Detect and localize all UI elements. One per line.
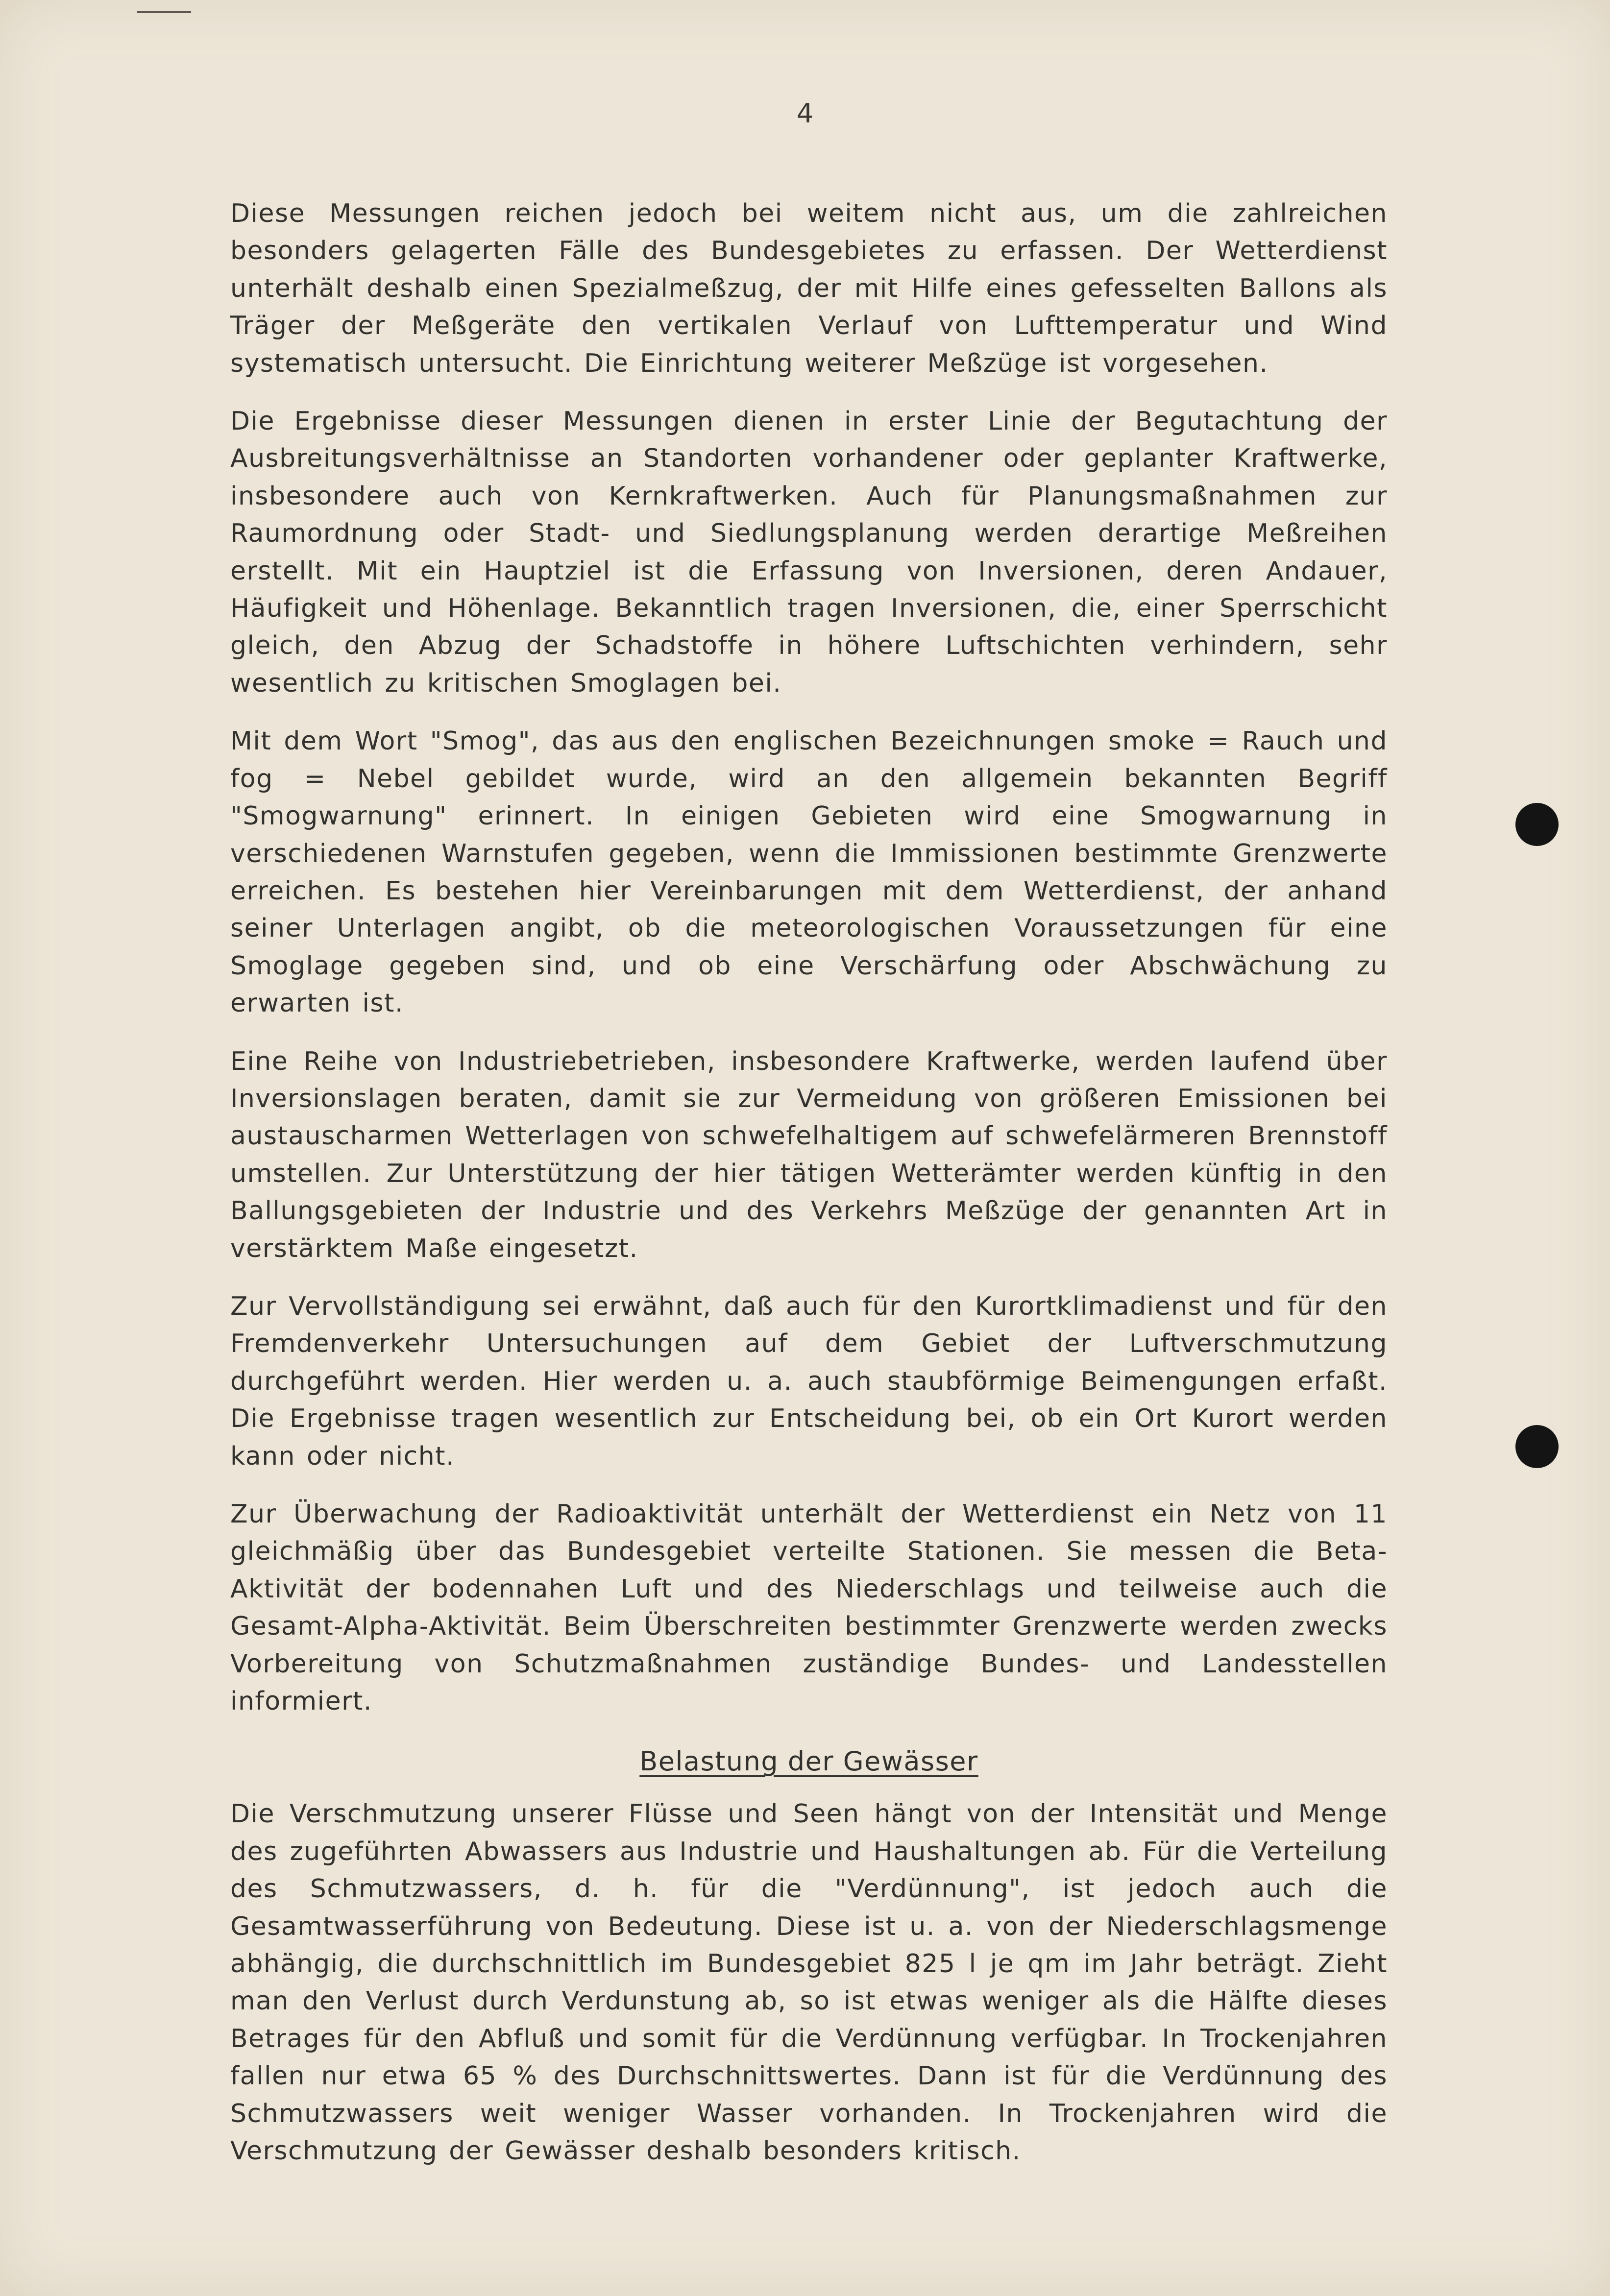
section-heading-text: Belastung der Gewässer: [639, 1746, 978, 1777]
paragraph-radioactivity: Zur Überwachung der Radioaktivität unterhält der Wetterdienst ein Netz von 11 gleichmäßig über das Bundesgebiet verteilte Stationen. Sie messen die Beta-Aktivität der bodennahen Luft und des Niederschlags und teilweise auch die Gesamt-Alpha-Aktivität. Beim Überschreiten bestimmter Grenzwerte werden zwecks Vorbereitung von Schutzmaßnahmen zuständige Bundes- und Landesstellen informiert.: [230, 1499, 1388, 1716]
page-number: 4: [796, 98, 814, 129]
paragraph-measurement-train: Diese Messungen reichen jedoch bei weitem nicht aus, um die zahlreichen besonders gelagerten Fälle des Bundesgebietes zu erfassen. Der Wetterdienst unterhält deshalb einen Spezialmeßzug, der mit Hilfe eines gefesselten Ballons als Träger der Meßgeräte den vertikalen Verlauf von Lufttemperatur und Wind systematisch untersucht. Die Einrichtung weiterer Meßzüge ist vorgesehen.: [230, 199, 1388, 378]
paragraph-inversions: Die Ergebnisse dieser Messungen dienen in erster Linie der Begutachtung der Ausbreitungsverhältnisse an Standorten vorhandener oder geplanter Kraftwerke, insbesondere auch von Kernkraftwerken. Auch für Planungsmaßnahmen zur Raumordnung oder Stadt- und Siedlungsplanung werden derartige Meßreihen erstellt. Mit ein Hauptziel ist die Erfassung von Inversionen, deren Andauer, Häufigkeit und Höhenlage. Bekanntlich tragen Inversionen, die, einer Sperrschicht gleich, den Abzug der Schadstoffe in höhere Luftschichten verhindern, sehr wesentlich zu kritischen Smoglagen bei.: [230, 407, 1388, 698]
paragraph-water-pollution: Die Verschmutzung unserer Flüsse und Seen hängt von der Intensität und Menge des zugeführten Abwassers aus Industrie und Haushaltungen ab. Für die Verteilung des Schmutzwassers, d. h. für die "Verdünnung", ist jedoch auch die Gesamtwasserführung von Bedeutung. Diese ist u. a. von der Niederschlagsmenge abhängig, die durchschnittlich im Bundesgebiet 825 l je qm im Jahr beträgt. Zieht man den Verlust durch Verdunstung ab, so ist etwas weniger als die Hälfte dieses Betrages für den Abfluß und somit für die Verdünnung verfügbar. In Trockenjahren fallen nur etwa 65 % des Durchschnittswertes. Dann ist für die Verdünnung des Schmutzwassers weit weniger Wasser vorhanden. In Trockenjahren wird die Verschmutzung der Gewässer deshalb besonders kritisch.: [230, 1799, 1388, 2166]
punch-hole-lower: [1515, 1425, 1559, 1468]
page-body: [230, 195, 1388, 2170]
top-edge-mark: [137, 11, 191, 13]
paragraph-industry-advice: Eine Reihe von Industriebetrieben, insbesondere Kraftwerke, werden laufend über Inversionslagen beraten, damit sie zur Vermeidung von größeren Emissionen bei austauscharmen Wetterlagen von schwefelhaltigem auf schwefelärmeren Brennstoff umstellen. Zur Unterstützung der hier tätigen Wetterämter werden künftig in den Ballungsgebieten der Industrie und des Verkehrs Meßzüge der genannten Art in verstärktem Maße eingesetzt.: [230, 1046, 1388, 1263]
punch-hole-upper: [1515, 803, 1559, 846]
section-heading: [230, 1744, 1388, 1779]
paragraph-smog-warning: Mit dem Wort "Smog", das aus den englischen Bezeichnungen smoke = Rauch und fog = Nebel gebildet wurde, wird an den allgemein bekannten Begriff "Smogwarnung" erinnert. In einigen Gebieten wird eine Smogwarnung in verschiedenen Warnstufen gegeben, wenn die Immissionen bestimmte Grenzwerte erreichen. Es bestehen hier Vereinbarungen mit dem Wetterdienst, der anhand seiner Unterlagen angibt, ob die meteorologischen Voraussetzungen für eine Smoglage gegeben sind, und ob eine Verschärfung oder Abschwächung zu erwarten ist.: [230, 726, 1388, 1018]
paragraph-spa-climate: Zur Vervollständigung sei erwähnt, daß auch für den Kurortklimadienst und für den Fremdenverkehr Untersuchungen auf dem Gebiet der Luftverschmutzung durchgeführt werden. Hier werden u. a. auch staubförmige Beimengungen erfaßt. Die Ergebnisse tragen wesentlich zur Entscheidung bei, ob ein Ort Kurort werden kann oder nicht.: [230, 1291, 1388, 1471]
